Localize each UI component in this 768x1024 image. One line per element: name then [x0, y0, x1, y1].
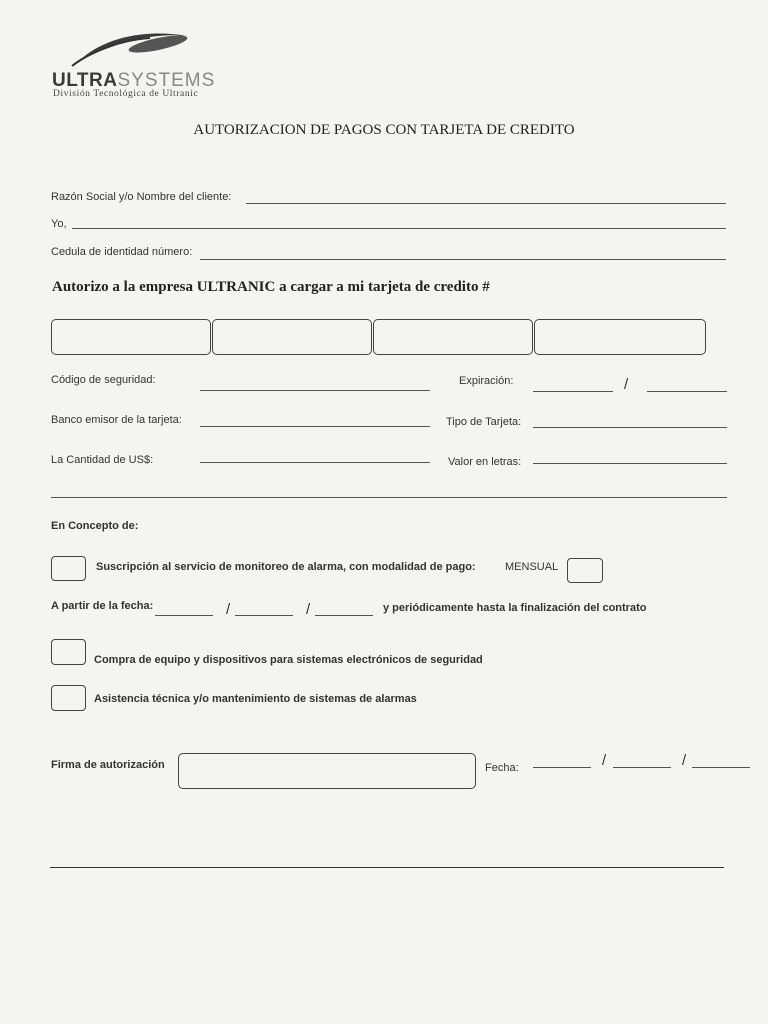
form-title: AUTORIZACION DE PAGOS CON TARJETA DE CREDITO: [193, 122, 575, 138]
fecha-month-field[interactable]: [613, 767, 671, 768]
expiracion-slash: /: [624, 376, 629, 393]
razon-social-field[interactable]: [246, 203, 726, 204]
yo-field[interactable]: [72, 228, 726, 229]
mensual-label: MENSUAL: [505, 561, 559, 573]
codigo-field[interactable]: [200, 390, 430, 391]
card-number-box-4[interactable]: [534, 319, 706, 355]
autorizo-heading: Autorizo a la empresa ULTRANIC a cargar a mi tarjeta de credito #: [52, 279, 490, 295]
fecha-slash-2: /: [682, 752, 687, 769]
fecha-label: Fecha:: [485, 762, 519, 774]
bottom-divider: [50, 867, 724, 868]
expiracion-year-field[interactable]: [647, 391, 727, 392]
razon-social-label: Razón Social y/o Nombre del cliente:: [51, 191, 232, 203]
brand-light: SYSTEMS: [117, 70, 216, 91]
a-partir-year-field[interactable]: [315, 615, 373, 616]
a-partir-day-field[interactable]: [155, 615, 213, 616]
a-partir-month-field[interactable]: [235, 615, 293, 616]
cedula-label: Cedula de identidad número:: [51, 246, 193, 258]
swoosh-logo-icon: [70, 22, 200, 70]
concepto-label: En Concepto de:: [51, 520, 139, 532]
valor-letras-field[interactable]: [533, 463, 727, 464]
asistencia-checkbox[interactable]: [51, 685, 86, 711]
cantidad-field[interactable]: [200, 462, 430, 463]
cantidad-label: La Cantidad de US$:: [51, 454, 154, 466]
codigo-label: Código de seguridad:: [51, 374, 156, 386]
periodicamente-text: y periódicamente hasta la finalización del contrato: [383, 602, 647, 614]
expiracion-month-field[interactable]: [533, 391, 613, 392]
expiracion-label: Expiración:: [459, 375, 514, 387]
mensual-checkbox[interactable]: [567, 558, 603, 583]
firma-label: Firma de autorización: [51, 759, 165, 771]
compra-text: Compra de equipo y dispositivos para sistemas electrónicos de seguridad: [94, 654, 483, 666]
firma-box[interactable]: [178, 753, 476, 789]
yo-label: Yo,: [51, 218, 67, 230]
a-partir-slash-1: /: [226, 601, 231, 618]
a-partir-slash-2: /: [306, 601, 311, 618]
suscripcion-checkbox[interactable]: [51, 556, 86, 581]
fecha-day-field[interactable]: [533, 767, 591, 768]
card-number-box-2[interactable]: [212, 319, 372, 355]
suscripcion-text: Suscripción al servicio de monitoreo de alarma, con modalidad de pago:: [96, 561, 476, 573]
banco-label: Banco emisor de la tarjeta:: [51, 414, 182, 426]
tipo-label: Tipo de Tarjeta:: [446, 416, 522, 428]
brand-bold: ULTRA: [52, 70, 118, 91]
asistencia-text: Asistencia técnica y/o mantenimiento de sistemas de alarmas: [94, 693, 417, 705]
compra-checkbox[interactable]: [51, 639, 86, 665]
card-number-box-3[interactable]: [373, 319, 533, 355]
tipo-field[interactable]: [533, 427, 727, 428]
cedula-field[interactable]: [200, 259, 726, 260]
fecha-slash-1: /: [602, 752, 607, 769]
card-number-box-1[interactable]: [51, 319, 211, 355]
brand-subtitle: División Tecnológica de Ultranic: [53, 89, 199, 99]
banco-field[interactable]: [200, 426, 430, 427]
fecha-year-field[interactable]: [692, 767, 750, 768]
valor-letras-field-line-2[interactable]: [51, 497, 727, 498]
a-partir-label: A partir de la fecha:: [51, 600, 154, 612]
valor-letras-label: Valor en letras:: [448, 456, 522, 468]
